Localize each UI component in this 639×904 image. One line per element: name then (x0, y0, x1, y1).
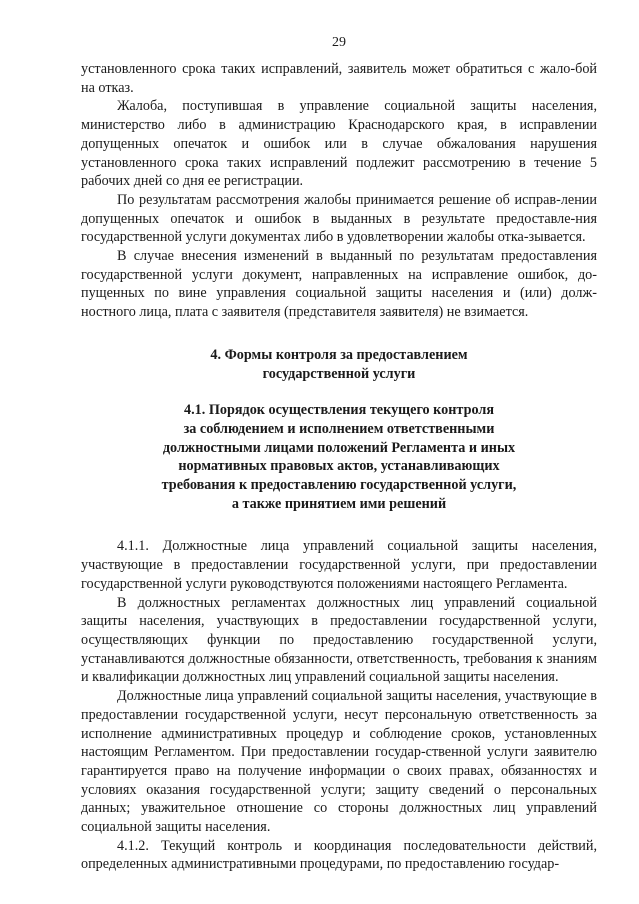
paragraph-personal-responsibility: Должностные лица управлений социальной защиты населения, участвующие в предоставлении государственной услуги, несут персональную ответственность за исполнение административных процедур и соблюдение сроков, установленных настоящим Регламентом. При предоставлении государ-ственной услуги заявителю гарантируется право на получение информации о своих правах, обязанностях и условиях оказания государственной услуги; защиту сведений о персональных данных; уважительное отношение со стороны должностных лиц управлений социальной защиты населения. (81, 688, 597, 836)
section-heading-line: 4. Формы контроля за предоставлением (210, 346, 468, 363)
subsection-heading-line: а также принятием ими решений (231, 495, 447, 512)
paragraph-job-regulations: В должностных регламентах должностных лиц управлений социальной защиты населения, участвующих в предоставлении государственной услуги, осуществляющих функции по предоставлению государственной услуги, устанавливаются должностные обязанности, ответственность, требования к знаниям и квалификации должностных лиц управлений социальной защиты населения. (81, 594, 597, 686)
subsection-heading-line: должностными лицами положений Регламента и иных (162, 439, 516, 456)
section-heading-line: государственной услуги (262, 365, 416, 382)
paragraph-4-1-1: 4.1.1. Должностные лица управлений социальной защиты населения, участвующие в предоставлении государственной услуги, при предоставлении государственной услуги руководствуются положениями настоящего Регламента. (81, 538, 597, 592)
paragraph-4-1-2: 4.1.2. Текущий контроль и координация последовательности действий, определенных административными процедурами, по предоставлению государ- (81, 837, 597, 873)
paragraph-continuation: установленного срока таких исправлений, заявитель может обратиться с жало-бой на отказ. (81, 61, 597, 96)
paragraph-complaint: Жалоба, поступившая в управление социальной защиты населения, министерство либо в администрацию Краснодарского края, в исправлении допущенных опечаток и ошибок или в случае обжалования нарушения установленного срока таких исправлений подлежит рассмотрению в течение 5 рабочих дней со дня ее регистрации. (81, 98, 597, 190)
subsection-heading-line: требования к предоставлению государственной услуги, (161, 477, 517, 494)
page-number: 29 (332, 35, 346, 50)
section-heading (81, 346, 597, 383)
paragraph-complaint-result: По результатам рассмотрения жалобы принимается решение об исправ-лении допущенных опечаток и ошибок в выданных в результате предоставле-ния государственной услуги документах либо в удовлетворении жалобы отка-зывается. (81, 191, 597, 246)
paragraph-fee-exemption: В случае внесения изменений в выданный по результатам предоставления государственной услуги документ, направленных на исправление ошибок, до-пущенных по вине управления социальной защиты населения и (или) долж-ностного лица, плата с заявителя (представителя заявителя) не взимается. (81, 248, 597, 321)
subsection-heading-line: 4.1. Порядок осуществления текущего контроля (184, 402, 494, 419)
subsection-heading-line: за соблюдением и исполнением ответственными (183, 420, 495, 437)
subsection-heading (81, 401, 597, 513)
subsection-heading-line: нормативных правовых актов, устанавливающих (178, 458, 500, 475)
